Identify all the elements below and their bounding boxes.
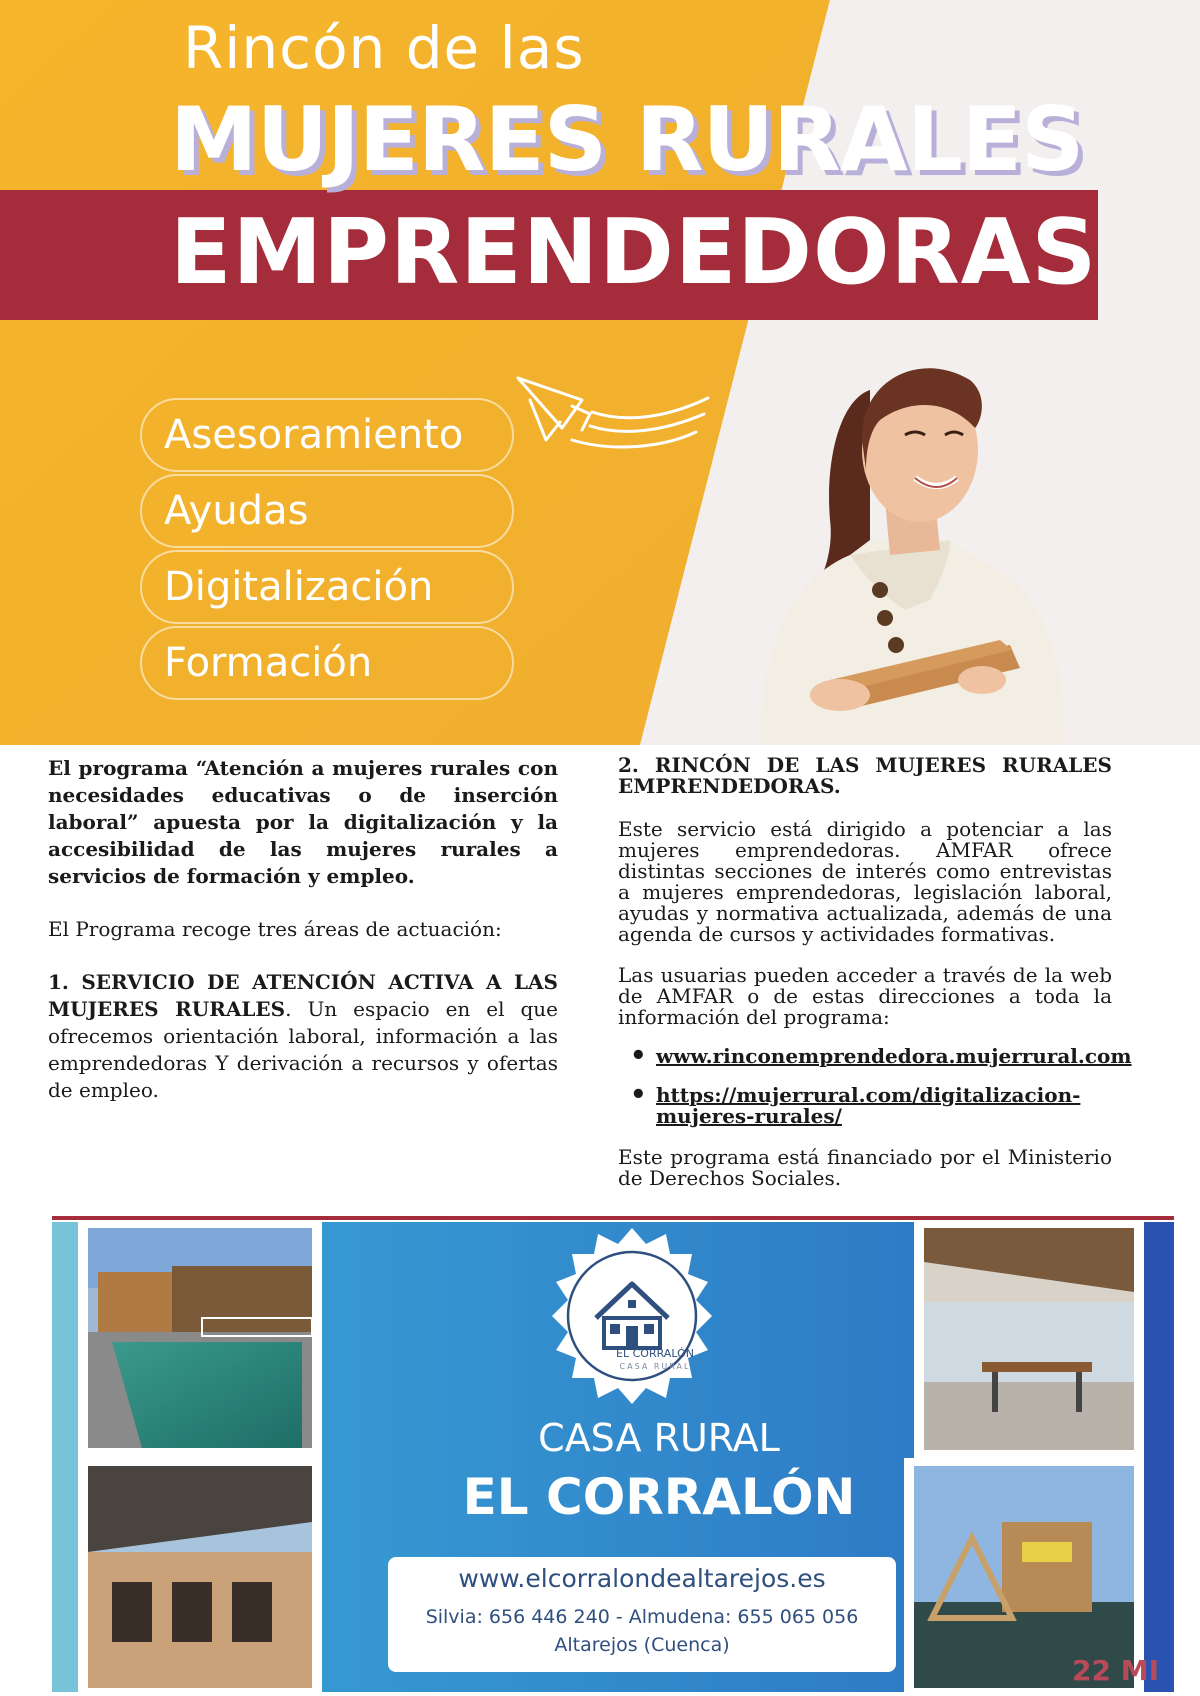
section2-paragraph2: Las usuarias pueden acceder a través de la web de AMFAR o de estas direcciones a toda la información del programa: — [618, 963, 1112, 1029]
ad-divider — [52, 1216, 1174, 1220]
logo-brand-sub: CASA RURAL — [619, 1362, 691, 1371]
intro-paragraph: El programa “Atención a mujeres rurales con necesidades educativas o de inserción laboral” apuesta por la digitalización y la accesibilidad de las mujeres rurales a servicios de formación y empleo. — [48, 756, 558, 888]
pill-asesoramiento: Asesoramiento — [140, 398, 514, 472]
casa-rural-ad — [52, 1222, 1174, 1692]
ad-headline-1: CASA RURAL — [538, 1416, 780, 1460]
pill-digitalizacion: Digitalización — [140, 550, 514, 624]
hero-title-line1: Rincón de las — [183, 14, 585, 82]
right-column — [618, 753, 1132, 1209]
photo-barbecue — [78, 1458, 322, 1692]
pill-formacion: Formación — [140, 626, 514, 700]
hero-title-line3: EMPRENDEDORAS — [170, 200, 1098, 305]
service1-heading: 1. SERVICIO DE ATENCIÓN ACTIVA A LAS MUJERES RURALES — [48, 970, 558, 1021]
areas-paragraph: El Programa recoge tres áreas de actuación: — [48, 917, 502, 941]
service1-paragraph — [48, 969, 558, 1104]
hero-banner — [0, 0, 1200, 745]
logo-brand-name: EL CORRALÓN — [616, 1347, 694, 1360]
casa-rural-logo-icon — [542, 1226, 722, 1406]
service1-text: . Un espacio en el que ofrecemos orientación laboral, información a las emprendedoras Y derivación a recursos y ofertas de empleo. — [48, 997, 558, 1102]
pill-ayudas: Ayudas — [140, 474, 514, 548]
left-column — [48, 755, 558, 1130]
link-list — [618, 1044, 1132, 1128]
section2-paragraph1: Este servicio está dirigido a potenciar a las mujeres emprendedoras. AMFAR ofrece distintas secciones de interés como entrevistas a mujeres emprendedoras, legislación laboral, ayudas y normativa actualizada, además de una agenda de cursos y actividades formativas. — [618, 817, 1112, 946]
link-rincon-emprendedora[interactable]: • www.rinconemprendedora.mujerrural.com — [618, 1046, 1112, 1067]
ad-headline-2: EL CORRALÓN — [462, 1468, 856, 1526]
woman-photo — [720, 350, 1120, 745]
ad-location: Altarejos (Cuenca) — [554, 1634, 730, 1656]
section2-heading: 2. RINCÓN DE LAS MUJERES RURALES EMPRENDEDORAS. — [618, 753, 1112, 798]
funding-paragraph: Este programa está financiado por el Ministerio de Derechos Sociales. — [618, 1145, 1112, 1190]
page-number: 22 MI — [1072, 1654, 1159, 1687]
link-digitalizacion[interactable]: • https://mujerrural.com/digitalizacion-mujeres-rurales/ — [618, 1085, 1112, 1127]
rocket-icon — [512, 370, 712, 480]
hero-title-line2: MUJERES RURALES — [170, 88, 1084, 191]
photo-pool — [78, 1222, 322, 1458]
ad-website[interactable]: www.elcorralondealtarejos.es — [458, 1564, 826, 1593]
ad-phones: Silvia: 656 446 240 - Almudena: 655 065 056 — [425, 1606, 859, 1628]
